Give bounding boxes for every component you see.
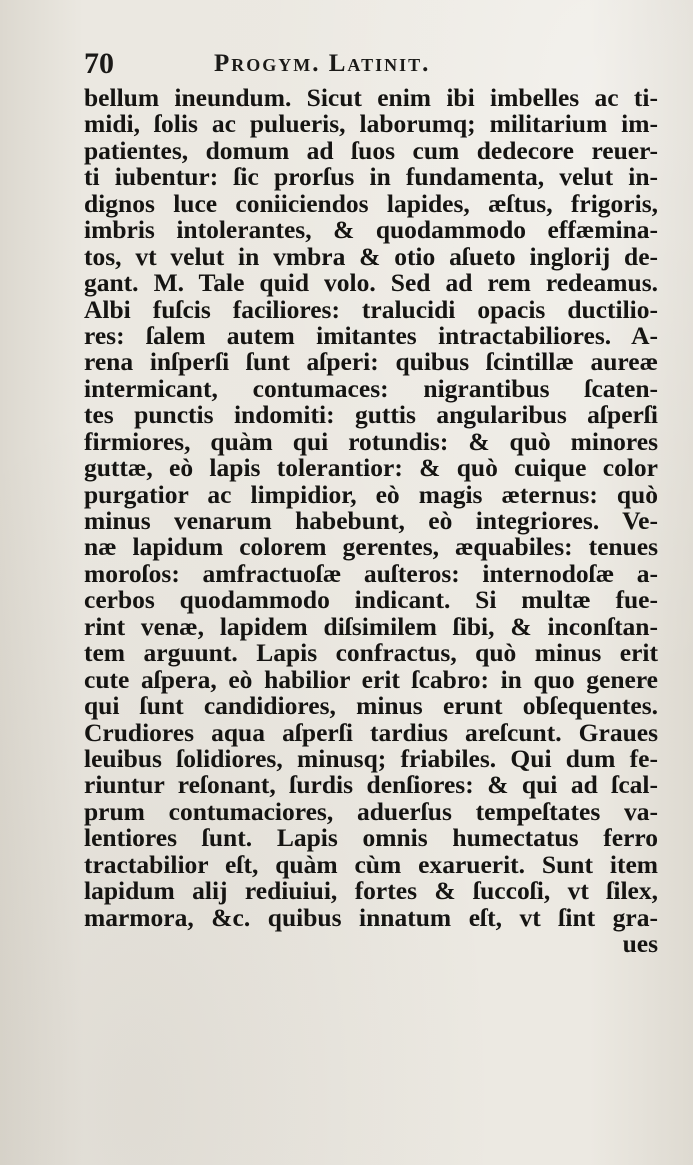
text-line: ti iubentur: ſic prorſus in fundamenta, velut in- — [84, 162, 658, 192]
text-line: rint venæ, lapidem diſsimilem ſibi, & inconſtan- — [84, 611, 658, 641]
text-line: Albi fuſcis faciliores: tralucidi opacis ductilio- — [84, 294, 658, 324]
text-line: Crudiores aqua aſperſi tardius areſcunt. Graues — [84, 717, 658, 747]
text-line: patientes, domum ad ſuos cum dedecore reuer- — [84, 135, 658, 165]
text-line: prum contumaciores, aduerſus tempeſtates va- — [84, 796, 658, 826]
text-line: qui ſunt candidiores, minus erunt obſequentes. — [84, 691, 658, 721]
text-line: cute aſpera, eò habilior erit ſcabro: in quo genere — [84, 664, 658, 694]
text-line: cerbos quodammodo indicant. Si multæ fue- — [84, 585, 658, 615]
text-line: imbris intolerantes, & quodammodo effæmina- — [84, 215, 658, 245]
text-line: gant. M. Tale quid volo. Sed ad rem redeamus. — [84, 268, 658, 298]
running-head: Progym. Latinit. — [214, 50, 431, 77]
text-line: intermicant, contumaces: nigrantibus ſcaten- — [84, 373, 658, 403]
text-line: rena inſperſi ſunt aſperi: quibus ſcintillæ aureæ — [84, 347, 658, 377]
page-header — [84, 44, 644, 84]
text-line: bellum ineundum. Sicut enim ibi imbelles ac ti- — [84, 83, 658, 112]
text-line: lentiores ſunt. Lapis omnis humectatus ferro — [84, 823, 658, 853]
catchword: ues — [622, 929, 658, 958]
text-line: res: ſalem autem imitantes intractabiliores. A- — [84, 320, 658, 350]
text-line: marmora, &c. quibus innatum eſt, vt ſint gra- — [84, 902, 658, 932]
text-line: tem arguunt. Lapis confractus, quò minus erit — [84, 638, 658, 668]
text-line: moroſos: amfractuoſæ auſteros: internodoſæ a- — [84, 558, 658, 588]
text-line: midi, ſolis ac pulueris, laborumq; militarium im- — [84, 109, 658, 139]
text-line: firmiores, quàm qui rotundis: & quò minores — [84, 426, 658, 456]
text-line: tos, vt velut in vmbra & otio aſueto inglorij de- — [84, 241, 658, 271]
page-number: 70 — [84, 47, 114, 80]
body-text — [84, 85, 658, 957]
text-line: minus venarum habebunt, eò integriores. Ve- — [84, 506, 658, 535]
text-line: tes punctis indomiti: guttis angularibus aſperſi — [84, 400, 658, 430]
text-line: næ lapidum colorem gerentes, æquabiles: tenues — [84, 532, 658, 562]
text-line: riuntur reſonant, ſurdis denſiores: & qui ad ſcal- — [84, 770, 658, 800]
text-line: purgatior ac limpidior, eò magis æternus: quò — [84, 479, 658, 509]
text-line: dignos luce coniiciendos lapides, æſtus, frigoris, — [84, 188, 658, 218]
text-line: leuibus ſolidiores, minusq; friabiles. Qui dum fe- — [84, 743, 658, 773]
text-line: guttæ, eò lapis tolerantior: & quò cuique color — [84, 453, 658, 483]
text-line: lapidum alij rediuiui, fortes & ſuccoſi, vt ſilex, — [84, 876, 658, 906]
text-line: tractabilior eſt, quàm cùm exaruerit. Sunt item — [84, 849, 658, 879]
